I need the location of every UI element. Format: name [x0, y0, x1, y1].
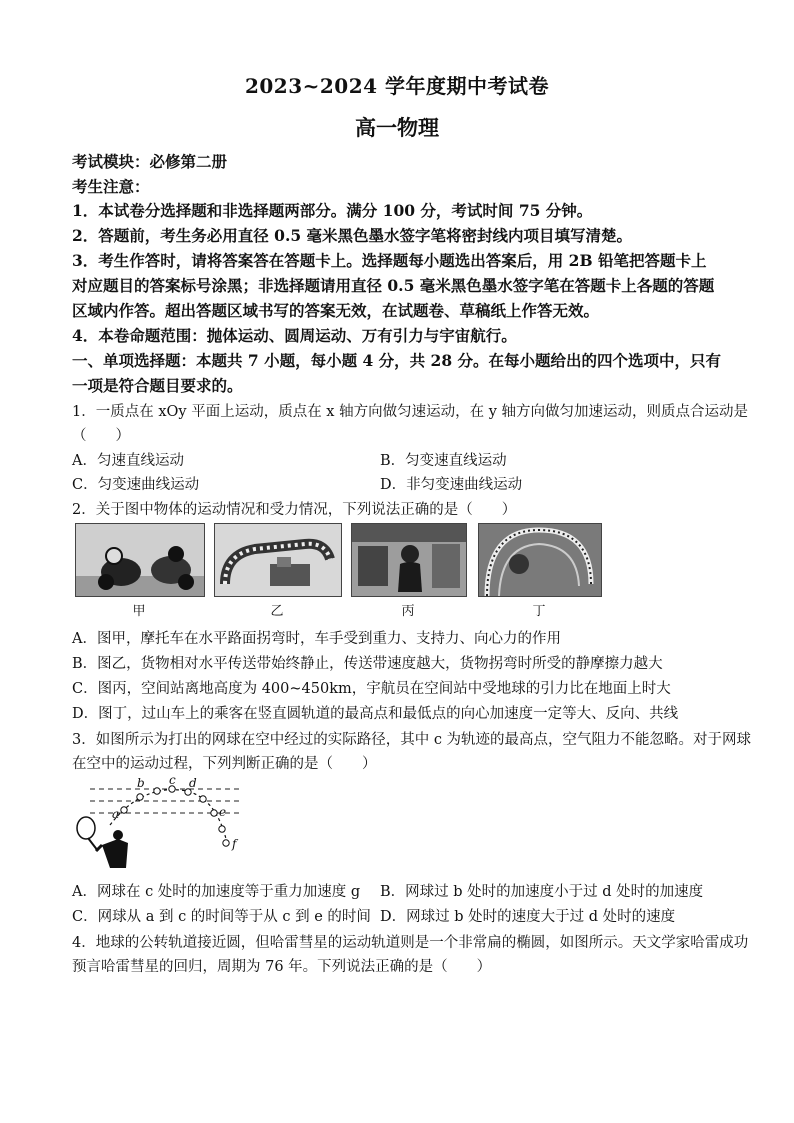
point-label-e: e — [219, 805, 227, 819]
q2-option-a: A．图甲，摩托车在水平路面拐弯时，车手受到重力、支持力、向心力的作用 — [72, 631, 561, 647]
notice-item-1: 1．本试卷分选择题和非选择题两部分。满分 100 分，考试时间 75 分钟。 — [72, 201, 593, 220]
point-label-a: a — [112, 807, 120, 821]
photo-roller-coaster — [478, 523, 602, 597]
q4-stem: 4．地球的公转轨道接近圆，但哈雷彗星的运动轨道则是一个非常扁的椭圆，如图所示。天文学家哈雷成功 — [72, 935, 749, 951]
point-label-c: c — [169, 773, 176, 787]
notice-item-3-cont2: 区域内作答。超出答题区域书写的答案无效，在试题卷、草稿纸上作答无效。 — [72, 301, 600, 320]
notice-item-2: 2．答题前，考生务必用直径 0.5 毫米黑色墨水签字笔将密封线内项目填写清楚。 — [72, 226, 633, 245]
q3-stem: 3．如图所示为打出的网球在空中经过的实际路径，其中 c 为轨迹的最高点，空气阻力不能忽略。对于网球 — [72, 732, 752, 748]
photo-space-station — [351, 523, 467, 597]
notice-item-3: 3．考生作答时，请将答案答在答题卡上。选择题每小题选出答案后，用 2B 铅笔把答题卡上 — [72, 251, 707, 270]
caption-ding: 丁 — [532, 604, 546, 619]
point-label-d: d — [189, 776, 197, 790]
exam-subject: 高一物理 — [355, 115, 439, 140]
q4-stem-cont: 预言哈雷彗星的回归，周期为 76 年。下列说法正确的是（ ） — [72, 959, 492, 975]
caption-bing: 丙 — [401, 604, 415, 619]
q1-option-b: B．匀变速直线运动 — [380, 453, 507, 469]
q3-option-c: C．网球从 a 到 c 的时间等于从 c 到 e 的时间 — [72, 909, 371, 925]
caption-jia: 甲 — [132, 604, 146, 619]
tennis-trajectory-figure — [72, 773, 252, 873]
point-label-b: b — [137, 776, 145, 790]
q3-option-b: B．网球过 b 处时的加速度小于过 d 处时的加速度 — [380, 884, 704, 900]
q1-option-d: D．非匀变速曲线运动 — [380, 477, 523, 493]
notice-heading: 考生注意： — [72, 177, 150, 196]
exam-module: 考试模块：必修第二册 — [72, 152, 228, 171]
point-label-f: f — [232, 837, 237, 851]
q1-option-c: C．匀变速曲线运动 — [72, 477, 200, 493]
q2-option-d: D．图丁，过山车上的乘客在竖直圆轨道的最高点和最低点的向心加速度一定等大、反向、共线 — [72, 706, 679, 722]
section-heading-cont: 一项是符合题目要求的。 — [72, 376, 243, 395]
q3-stem-cont: 在空中的运动过程，下列判断正确的是（ ） — [72, 756, 377, 772]
notice-item-3-cont: 对应题目的答案标号涂黑；非选择题请用直径 0.5 毫米黑色墨水签字笔在答题卡上各题的答题 — [72, 276, 715, 295]
exam-title: 2023~2024 学年度期中考试卷 — [244, 74, 550, 98]
notice-item-4: 4．本卷命题范围：抛体运动、圆周运动、万有引力与宇宙航行。 — [72, 326, 517, 345]
q3-option-a: A．网球在 c 处时的加速度等于重力加速度 g — [72, 884, 361, 900]
section-heading: 一、单项选择题：本题共 7 小题，每小题 4 分，共 28 分。在每小题给出的四个选项中，只有 — [72, 351, 722, 370]
photo-motorcycle — [75, 523, 205, 597]
caption-yi: 乙 — [270, 604, 284, 619]
q1-stem: 1．一质点在 xOy 平面上运动，质点在 x 轴方向做匀速运动，在 y 轴方向做匀加速运动，则质点合运动是 — [72, 404, 749, 420]
q1-stem-cont: （ ） — [72, 428, 130, 444]
photo-conveyor — [214, 523, 342, 597]
q1-option-a: A．匀速直线运动 — [72, 453, 184, 469]
q2-option-b: B．图乙，货物相对水平传送带始终静止，传送带速度越大，货物拐弯时所受的静摩擦力越大 — [72, 656, 663, 672]
q2-stem: 2．关于图中物体的运动情况和受力情况，下列说法正确的是（ ） — [72, 502, 517, 518]
q2-option-c: C．图丙，空间站离地高度为 400~450km，宇航员在空间站中受地球的引力比在地面上时大 — [72, 681, 671, 697]
q3-option-d: D．网球过 b 处时的速度大于过 d 处时的速度 — [380, 909, 676, 925]
